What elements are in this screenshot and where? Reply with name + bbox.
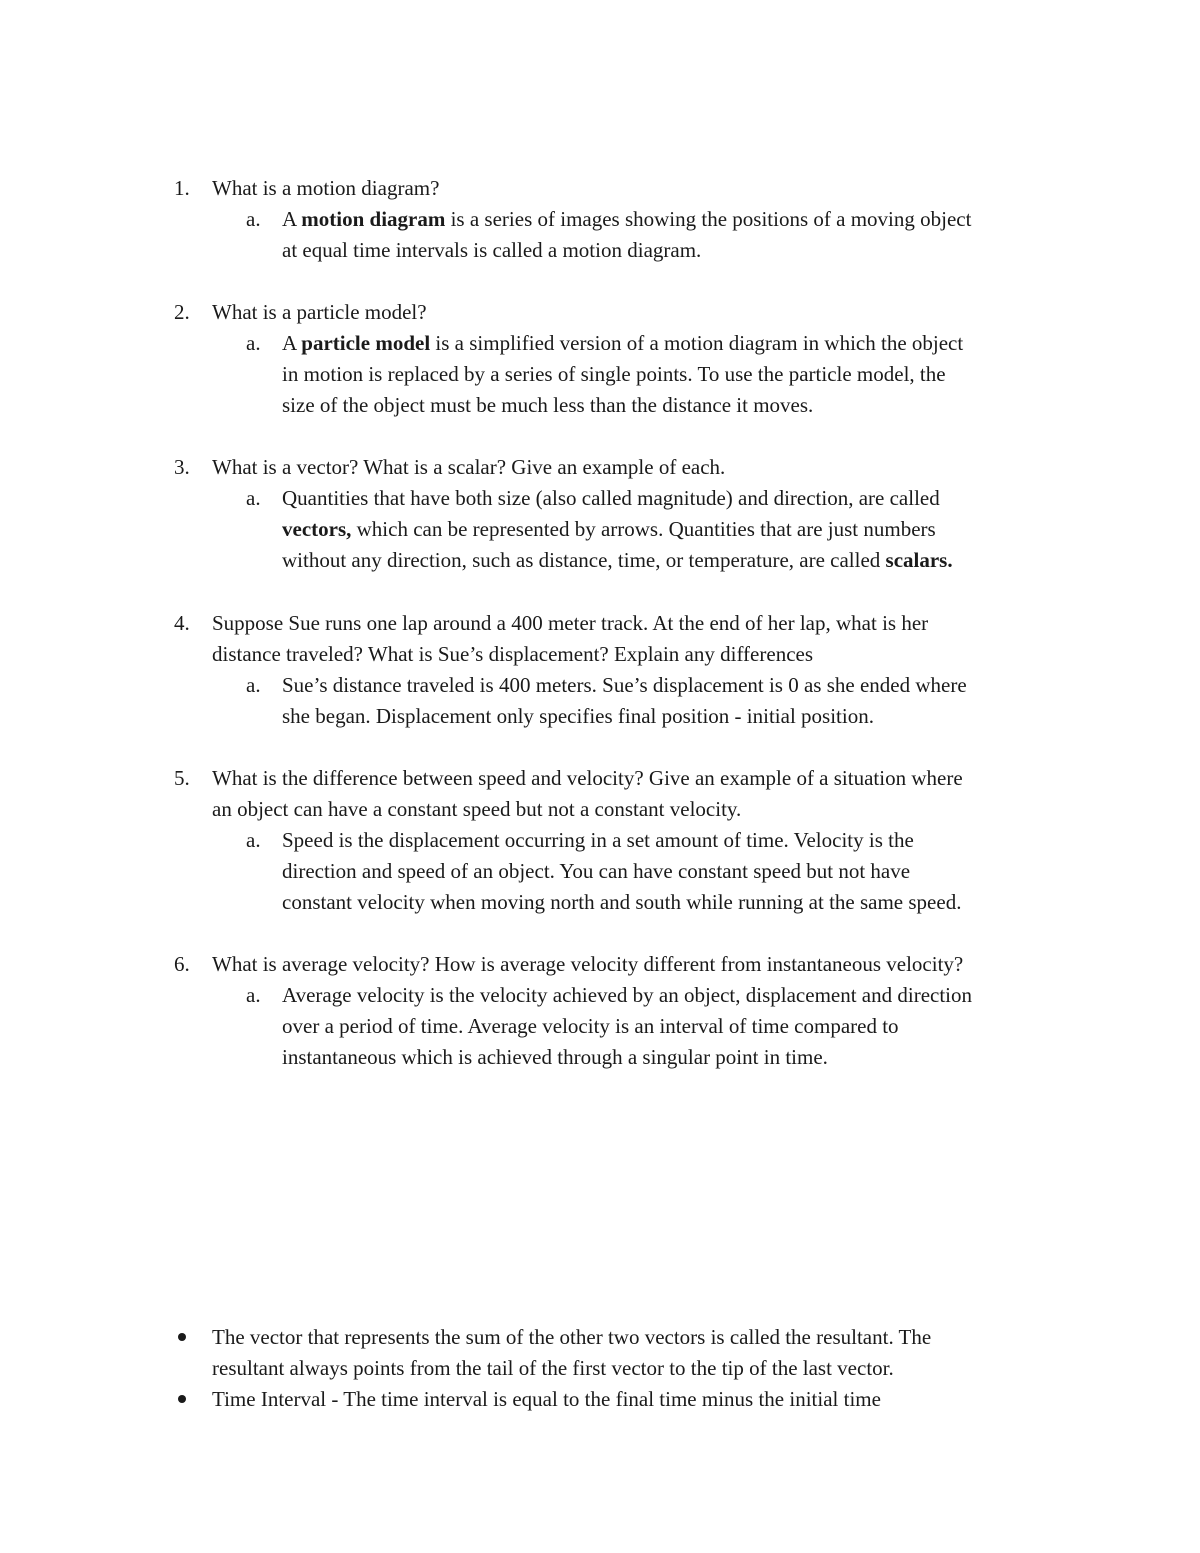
answer-text: A	[282, 331, 302, 355]
question-number: 4.	[174, 611, 190, 635]
question-text: an object can have a constant speed but not a constant velocity.	[212, 797, 742, 821]
answer-line: she began. Displacement only specifies final position - initial position.	[282, 704, 874, 728]
answer-line: over a period of time. Average velocity is an interval of time compared to	[282, 1014, 899, 1038]
answer-line	[282, 333, 963, 354]
answer-marker: a.	[246, 983, 261, 1007]
question-number: 6.	[174, 952, 190, 976]
answer-term: particle model	[301, 331, 431, 355]
answer-line: Quantities that have both size (also called magnitude) and direction, are called	[282, 486, 940, 510]
answer-line: size of the object must be much less than the distance it moves.	[282, 393, 814, 417]
answer-marker: a.	[246, 331, 261, 355]
question-text: What is a motion diagram?	[212, 176, 440, 200]
answer-text: is a series of images showing the positions of a moving object	[445, 207, 972, 231]
question-text: What is average velocity? How is average velocity different from instantaneous velocity?	[212, 952, 964, 976]
answer-text: without any direction, such as distance, time, or temperature, are called	[282, 548, 886, 572]
answer-term: motion diagram	[301, 207, 446, 231]
answer-line: at equal time intervals is called a motion diagram.	[282, 238, 702, 262]
answer-text: A	[282, 207, 302, 231]
answer-marker: a.	[246, 828, 261, 852]
question-text: What is a particle model?	[212, 300, 427, 324]
question-text: distance traveled? What is Sue’s displacement? Explain any differences	[212, 642, 814, 666]
answer-line: constant velocity when moving north and south while running at the same speed.	[282, 890, 962, 914]
answer-marker: a.	[246, 486, 261, 510]
question-number: 2.	[174, 300, 190, 324]
answer-term: scalars.	[885, 548, 953, 572]
bullet-text: The vector that represents the sum of the other two vectors is called the resultant. The	[212, 1325, 932, 1349]
answer-text: which can be represented by arrows. Quantities that are just numbers	[351, 517, 936, 541]
answer-term: vectors,	[282, 517, 352, 541]
answer-line	[282, 519, 936, 540]
bullet-text: Time Interval - The time interval is equal to the final time minus the initial time	[212, 1387, 881, 1411]
question-text: What is the difference between speed and velocity? Give an example of a situation where	[212, 766, 963, 790]
question-text: Suppose Sue runs one lap around a 400 meter track. At the end of her lap, what is her	[212, 611, 929, 635]
answer-line: direction and speed of an object. You can have constant speed but not have	[282, 859, 911, 883]
answer-line: instantaneous which is achieved through a singular point in time.	[282, 1045, 828, 1069]
bullet-dot-icon	[178, 1395, 186, 1403]
bullet-text: resultant always points from the tail of the first vector to the tip of the last vector.	[212, 1356, 894, 1380]
answer-text: is a simplified version of a motion diagram in which the object	[430, 331, 964, 355]
answer-marker: a.	[246, 207, 261, 231]
answer-line: Average velocity is the velocity achieved by an object, displacement and direction	[282, 983, 973, 1007]
answer-line	[282, 550, 953, 571]
bullet-dot-icon	[178, 1333, 186, 1341]
question-number: 3.	[174, 455, 190, 479]
answer-line	[282, 209, 971, 230]
question-number: 1.	[174, 176, 190, 200]
answer-line: Speed is the displacement occurring in a set amount of time. Velocity is the	[282, 828, 914, 852]
answer-line: in motion is replaced by a series of single points. To use the particle model, the	[282, 362, 946, 386]
question-text: What is a vector? What is a scalar? Give an example of each.	[212, 455, 726, 479]
answer-line: Sue’s distance traveled is 400 meters. Sue’s displacement is 0 as she ended where	[282, 673, 967, 697]
answer-marker: a.	[246, 673, 261, 697]
question-number: 5.	[174, 766, 190, 790]
